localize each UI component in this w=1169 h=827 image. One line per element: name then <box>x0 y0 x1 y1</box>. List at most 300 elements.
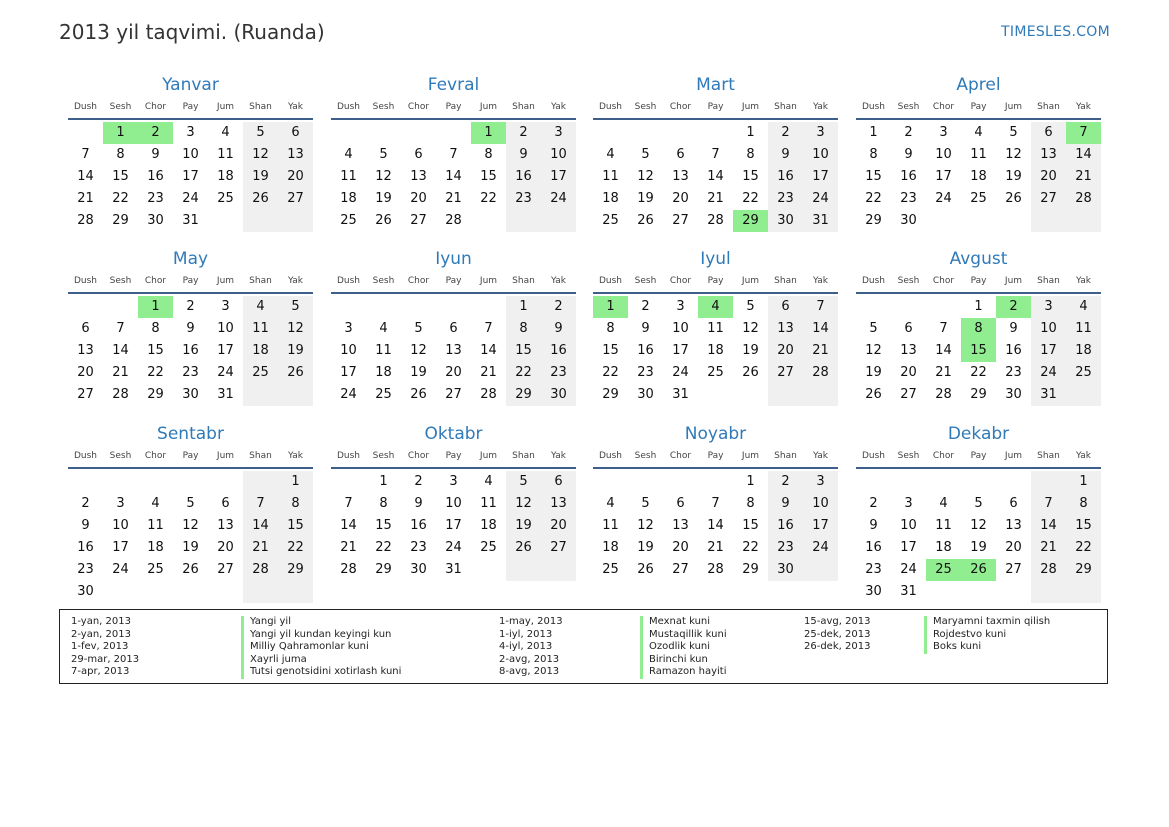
day-cell: 9 <box>414 496 423 511</box>
holiday-day-cell: 25 <box>926 559 961 581</box>
day-cell: 8 <box>379 496 388 511</box>
day-cell: 28 <box>803 362 838 384</box>
day-cell: 22 <box>112 191 129 206</box>
day-cell: 28 <box>1031 559 1066 581</box>
day-cell: 7 <box>243 493 278 515</box>
day-cell: 18 <box>147 540 164 555</box>
day-cell: 14 <box>707 169 724 184</box>
weekday-label: Sesh <box>897 451 920 461</box>
day-cell: 1 <box>506 296 541 318</box>
day-cell: 11 <box>602 518 619 533</box>
weekday-label: Yak <box>288 451 303 461</box>
day-cell: 5 <box>641 496 650 511</box>
day-cell: 16 <box>637 343 654 358</box>
day-cell: 19 <box>506 515 541 537</box>
day-cell: 3 <box>344 321 353 336</box>
weekday-label: Jum <box>216 276 235 286</box>
day-cell: 9 <box>869 518 878 533</box>
day-cell: 19 <box>970 540 987 555</box>
day-cell: 24 <box>340 387 357 402</box>
day-cell: 22 <box>480 191 497 206</box>
day-cell: 18 <box>602 540 619 555</box>
day-cell: 23 <box>768 537 803 559</box>
month-name: Dekabr <box>947 424 1010 444</box>
weekday-label: Shan <box>774 102 797 112</box>
day-cell: 22 <box>147 365 164 380</box>
weekday-label: Sesh <box>634 276 657 286</box>
empty-cell <box>996 581 1031 603</box>
day-cell: 6 <box>1009 496 1018 511</box>
weekday-label: Dush <box>73 102 98 112</box>
month-aprel <box>856 72 1101 254</box>
day-cell: 29 <box>742 562 759 577</box>
day-cell: 3 <box>676 299 685 314</box>
day-cell: 29 <box>375 562 392 577</box>
empty-cell <box>138 471 173 493</box>
day-cell: 23 <box>77 562 94 577</box>
empty-cell <box>278 210 313 232</box>
weekday-header <box>593 447 838 469</box>
day-cell: 23 <box>768 188 803 210</box>
empty-cell <box>471 210 506 232</box>
empty-cell <box>278 581 313 603</box>
day-cell: 2 <box>768 122 803 144</box>
day-cell: 10 <box>672 321 689 336</box>
month-avgust <box>856 246 1101 428</box>
day-cell: 3 <box>1031 296 1066 318</box>
day-cell: 6 <box>676 496 685 511</box>
month-name: May <box>172 249 209 269</box>
day-cell: 4 <box>1066 296 1101 318</box>
day-cell: 30 <box>410 562 427 577</box>
day-cell: 10 <box>1031 318 1066 340</box>
day-cell: 16 <box>506 166 541 188</box>
day-cell: 22 <box>742 191 759 206</box>
empty-cell <box>1031 581 1066 603</box>
day-cell: 2 <box>904 125 913 140</box>
day-cell: 11 <box>340 169 357 184</box>
day-cell: 6 <box>449 321 458 336</box>
day-cell: 1 <box>278 471 313 493</box>
legend-entry: 2-avg, 2013 <box>499 653 560 665</box>
day-grid <box>68 469 313 603</box>
day-cell: 9 <box>641 321 650 336</box>
legend-entry: Boks kuni <box>924 641 1050 654</box>
day-cell: 13 <box>1005 518 1022 533</box>
empty-cell <box>996 471 1031 493</box>
day-cell: 5 <box>186 496 195 511</box>
weekday-label: Shan <box>1037 451 1060 461</box>
day-cell: 28 <box>707 213 724 228</box>
day-cell: 5 <box>1009 125 1018 140</box>
day-cell: 15 <box>278 515 313 537</box>
empty-cell <box>331 471 366 493</box>
day-cell: 11 <box>375 343 392 358</box>
day-cell: 13 <box>217 518 234 533</box>
empty-cell <box>593 122 628 144</box>
empty-cell <box>1031 471 1066 493</box>
weekday-label: Yak <box>1076 102 1091 112</box>
page-title: 2013 yil taqvimi. (Ruanda) <box>59 20 325 44</box>
day-cell: 27 <box>445 387 462 402</box>
weekday-label: Chor <box>144 102 167 112</box>
day-cell: 1 <box>746 125 755 140</box>
day-cell: 9 <box>186 321 195 336</box>
empty-cell <box>331 122 366 144</box>
day-cell: 14 <box>935 343 952 358</box>
day-cell: 17 <box>182 169 199 184</box>
day-cell: 9 <box>81 518 90 533</box>
day-cell: 10 <box>935 147 952 162</box>
month-oktabr <box>331 421 576 603</box>
month-name: Sentabr <box>157 424 224 444</box>
day-cell: 26 <box>278 362 313 384</box>
site-link[interactable]: TIMESLES.COM <box>1001 24 1110 40</box>
day-cell: 13 <box>410 169 427 184</box>
day-cell: 29 <box>278 559 313 581</box>
weekday-label: Sesh <box>897 102 920 112</box>
legend-entry: Maryamni taxmin qilish <box>924 616 1050 629</box>
day-cell: 4 <box>939 496 948 511</box>
day-cell: 12 <box>182 518 199 533</box>
legend-entry: 1-yan, 2013 <box>71 616 131 627</box>
day-cell: 2 <box>768 471 803 493</box>
day-cell: 31 <box>445 562 462 577</box>
day-cell: 24 <box>182 191 199 206</box>
day-cell: 17 <box>340 365 357 380</box>
day-cell: 20 <box>768 340 803 362</box>
day-cell: 3 <box>541 122 576 144</box>
day-cell: 2 <box>414 474 423 489</box>
day-cell: 28 <box>1066 188 1101 210</box>
empty-cell <box>103 471 138 493</box>
weekday-header <box>331 272 576 294</box>
day-cell: 29 <box>602 387 619 402</box>
day-cell: 31 <box>900 584 917 599</box>
day-grid <box>68 120 313 254</box>
day-cell: 2 <box>81 496 90 511</box>
weekday-header <box>68 98 313 120</box>
day-cell: 13 <box>672 518 689 533</box>
weekday-label: Jum <box>216 102 235 112</box>
day-cell: 26 <box>243 188 278 210</box>
day-cell: 28 <box>707 562 724 577</box>
day-cell: 5 <box>278 296 313 318</box>
day-cell: 12 <box>742 321 759 336</box>
weekday-label: Pay <box>970 451 987 461</box>
month-sentabr <box>68 421 313 603</box>
day-cell: 21 <box>243 537 278 559</box>
day-cell: 10 <box>112 518 129 533</box>
day-cell: 22 <box>865 191 882 206</box>
empty-cell <box>68 296 103 318</box>
weekday-label: Sesh <box>109 276 132 286</box>
day-cell: 23 <box>637 365 654 380</box>
day-cell: 7 <box>939 321 948 336</box>
day-cell: 5 <box>974 496 983 511</box>
legend-names-col1 <box>241 616 401 679</box>
day-cell: 28 <box>112 387 129 402</box>
weekday-header <box>593 98 838 120</box>
day-cell: 11 <box>243 318 278 340</box>
legend-entry: Yangi yil kundan keyingi kun <box>241 629 401 642</box>
day-cell: 24 <box>803 537 838 559</box>
empty-cell <box>208 581 243 603</box>
day-cell: 3 <box>116 496 125 511</box>
day-cell: 4 <box>484 474 493 489</box>
day-cell: 30 <box>637 387 654 402</box>
day-cell: 19 <box>410 365 427 380</box>
legend-entry: Yangi yil <box>241 616 401 629</box>
day-cell: 8 <box>506 318 541 340</box>
weekday-label: Pay <box>970 276 987 286</box>
legend-entry: 15-avg, 2013 <box>804 616 871 627</box>
day-cell: 13 <box>278 144 313 166</box>
empty-cell <box>471 296 506 318</box>
day-cell: 27 <box>278 188 313 210</box>
day-cell: 27 <box>672 213 689 228</box>
day-cell: 1 <box>746 474 755 489</box>
legend-entry: Ramazon hayiti <box>640 666 727 679</box>
empty-cell <box>243 210 278 232</box>
day-cell: 20 <box>672 540 689 555</box>
holiday-day-cell: 15 <box>961 340 996 362</box>
day-cell: 31 <box>1031 384 1066 406</box>
day-cell: 29 <box>970 387 987 402</box>
day-cell: 22 <box>970 365 987 380</box>
day-cell: 2 <box>641 299 650 314</box>
holiday-day-cell: 29 <box>733 210 768 232</box>
weekday-header <box>593 272 838 294</box>
day-cell: 10 <box>340 343 357 358</box>
day-cell: 25 <box>147 562 164 577</box>
empty-cell <box>208 471 243 493</box>
day-cell: 12 <box>865 343 882 358</box>
day-cell: 7 <box>116 321 125 336</box>
day-cell: 23 <box>1005 365 1022 380</box>
day-cell: 13 <box>900 343 917 358</box>
day-cell: 18 <box>243 340 278 362</box>
day-cell: 16 <box>1005 343 1022 358</box>
empty-cell <box>1066 581 1101 603</box>
day-cell: 14 <box>340 518 357 533</box>
holiday-day-cell: 1 <box>138 296 173 318</box>
weekday-label: Shan <box>512 276 535 286</box>
day-cell: 24 <box>112 562 129 577</box>
day-cell: 23 <box>865 562 882 577</box>
weekday-label: Yak <box>551 451 566 461</box>
day-cell: 20 <box>410 191 427 206</box>
month-name: Oktabr <box>424 424 483 444</box>
day-cell: 26 <box>865 387 882 402</box>
weekday-label: Chor <box>669 276 692 286</box>
weekday-label: Dush <box>861 451 886 461</box>
legend-entry: 1-fev, 2013 <box>71 641 129 653</box>
empty-cell <box>628 122 663 144</box>
day-cell: 9 <box>151 147 160 162</box>
day-cell: 15 <box>506 340 541 362</box>
day-cell: 24 <box>672 365 689 380</box>
weekday-label: Pay <box>182 276 199 286</box>
weekday-label: Dush <box>861 276 886 286</box>
empty-cell <box>243 471 278 493</box>
day-cell: 26 <box>637 213 654 228</box>
empty-cell <box>401 122 436 144</box>
day-cell: 3 <box>221 299 230 314</box>
day-cell: 14 <box>77 169 94 184</box>
day-cell: 5 <box>746 299 755 314</box>
day-cell: 1 <box>379 474 388 489</box>
day-cell: 16 <box>182 343 199 358</box>
day-cell: 15 <box>375 518 392 533</box>
day-cell: 21 <box>707 191 724 206</box>
day-cell: 15 <box>147 343 164 358</box>
day-cell: 27 <box>1031 188 1066 210</box>
day-cell: 1 <box>1066 471 1101 493</box>
empty-cell <box>471 559 506 581</box>
weekday-label: Yak <box>1076 451 1091 461</box>
day-cell: 25 <box>243 362 278 384</box>
day-cell: 21 <box>1066 166 1101 188</box>
day-cell: 9 <box>904 147 913 162</box>
holiday-day-cell: 26 <box>961 559 996 581</box>
month-yanvar <box>68 72 313 254</box>
day-cell: 24 <box>1031 362 1066 384</box>
empty-cell <box>768 384 803 406</box>
day-cell: 23 <box>900 191 917 206</box>
day-cell: 20 <box>445 365 462 380</box>
weekday-header <box>856 447 1101 469</box>
holiday-day-cell: 1 <box>471 122 506 144</box>
day-grid <box>593 294 838 428</box>
day-cell: 19 <box>742 343 759 358</box>
weekday-label: Shan <box>512 451 535 461</box>
day-cell: 14 <box>707 518 724 533</box>
day-cell: 7 <box>81 147 90 162</box>
day-cell: 18 <box>480 518 497 533</box>
day-cell: 4 <box>151 496 160 511</box>
empty-cell <box>926 581 961 603</box>
weekday-label: Pay <box>707 276 724 286</box>
weekday-label: Dush <box>598 451 623 461</box>
day-cell: 18 <box>1066 340 1101 362</box>
weekday-label: Chor <box>932 102 955 112</box>
empty-cell <box>856 296 891 318</box>
holiday-day-cell: 7 <box>1066 122 1101 144</box>
holiday-day-cell: 1 <box>103 122 138 144</box>
day-cell: 31 <box>803 210 838 232</box>
legend-entry: 29-mar, 2013 <box>71 653 140 665</box>
empty-cell <box>733 384 768 406</box>
day-cell: 25 <box>602 562 619 577</box>
month-name: Yanvar <box>162 75 219 95</box>
empty-cell <box>961 210 996 232</box>
day-cell: 16 <box>768 515 803 537</box>
legend-dates-col3 <box>804 616 871 654</box>
day-cell: 23 <box>147 191 164 206</box>
day-cell: 30 <box>541 384 576 406</box>
day-cell: 13 <box>77 343 94 358</box>
weekday-label: Chor <box>669 102 692 112</box>
day-cell: 15 <box>742 169 759 184</box>
day-cell: 23 <box>182 365 199 380</box>
weekday-label: Sesh <box>372 451 395 461</box>
day-cell: 16 <box>541 340 576 362</box>
day-grid <box>856 294 1101 428</box>
month-mart <box>593 72 838 254</box>
weekday-label: Shan <box>1037 276 1060 286</box>
weekday-label: Pay <box>970 102 987 112</box>
day-cell: 19 <box>637 540 654 555</box>
day-cell: 20 <box>672 191 689 206</box>
holiday-day-cell: 2 <box>996 296 1031 318</box>
day-cell: 15 <box>480 169 497 184</box>
day-cell: 2 <box>506 122 541 144</box>
weekday-label: Pay <box>707 451 724 461</box>
weekday-label: Yak <box>551 102 566 112</box>
weekday-label: Dush <box>336 276 361 286</box>
day-cell: 20 <box>278 166 313 188</box>
day-cell: 27 <box>410 213 427 228</box>
legend-entry: Tutsi genotsidini xotirlash kuni <box>241 666 401 679</box>
weekday-label: Dush <box>336 102 361 112</box>
day-cell: 8 <box>278 493 313 515</box>
weekday-header <box>68 272 313 294</box>
day-cell: 6 <box>904 321 913 336</box>
holiday-day-cell: 1 <box>593 296 628 318</box>
day-cell: 4 <box>974 125 983 140</box>
legend-entry: 2-yan, 2013 <box>71 628 131 640</box>
weekday-label: Dush <box>598 102 623 112</box>
day-cell: 19 <box>243 166 278 188</box>
day-cell: 6 <box>1031 122 1066 144</box>
empty-cell <box>663 122 698 144</box>
empty-cell <box>243 384 278 406</box>
day-cell: 29 <box>112 213 129 228</box>
empty-cell <box>961 581 996 603</box>
day-cell: 11 <box>147 518 164 533</box>
legend-entry: Ozodlik kuni <box>640 641 727 654</box>
weekday-label: Pay <box>182 102 199 112</box>
day-cell: 17 <box>900 540 917 555</box>
day-cell: 18 <box>935 540 952 555</box>
legend-entry: Rojdestvo kuni <box>924 629 1050 642</box>
day-cell: 24 <box>803 188 838 210</box>
day-cell: 14 <box>445 169 462 184</box>
day-cell: 12 <box>637 169 654 184</box>
day-cell: 21 <box>112 365 129 380</box>
day-cell: 30 <box>865 584 882 599</box>
day-cell: 24 <box>217 365 234 380</box>
empty-cell <box>803 384 838 406</box>
day-cell: 20 <box>1031 166 1066 188</box>
weekday-label: Sesh <box>109 102 132 112</box>
weekday-header <box>856 98 1101 120</box>
day-cell: 16 <box>768 166 803 188</box>
day-cell: 18 <box>602 191 619 206</box>
weekday-label: Dush <box>73 276 98 286</box>
day-cell: 19 <box>637 191 654 206</box>
day-cell: 17 <box>112 540 129 555</box>
weekday-label: Jum <box>479 276 498 286</box>
day-cell: 25 <box>480 540 497 555</box>
weekday-label: Jum <box>741 451 760 461</box>
day-cell: 30 <box>768 210 803 232</box>
day-cell: 28 <box>480 387 497 402</box>
day-cell: 10 <box>217 321 234 336</box>
day-cell: 10 <box>541 144 576 166</box>
empty-cell <box>173 581 208 603</box>
